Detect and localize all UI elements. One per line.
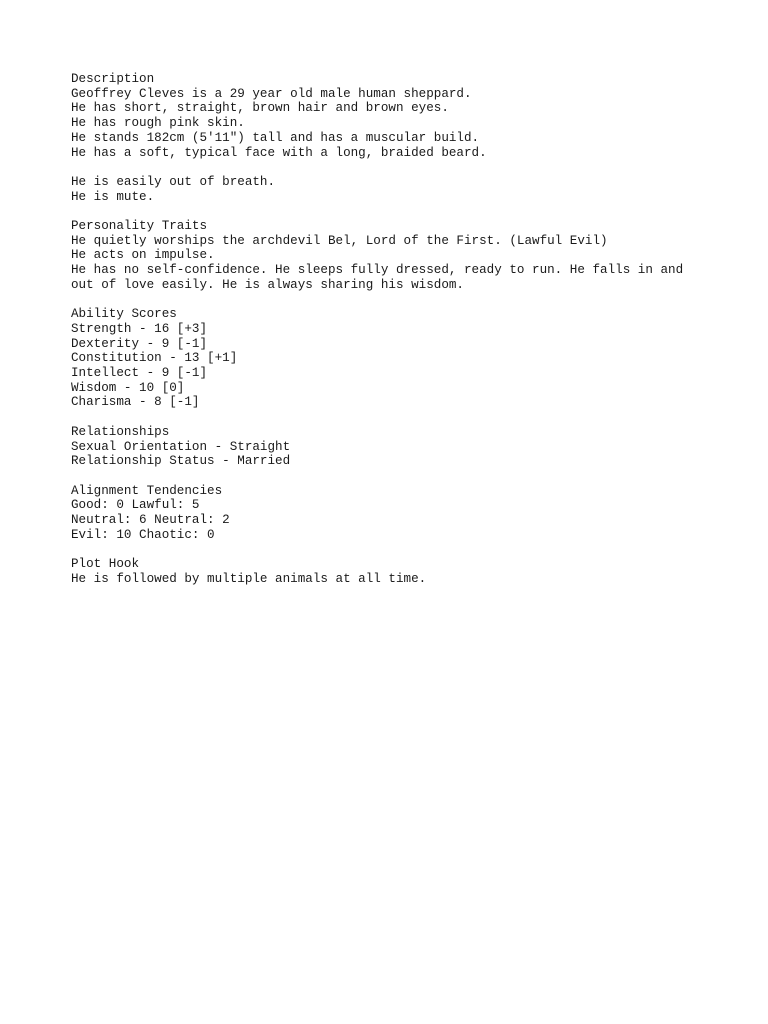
ability-score-charisma: Charisma - 8 [-1] (71, 395, 200, 410)
description-line: He has short, straight, brown hair and brown eyes. (71, 101, 449, 116)
alignment-row: Evil: 10 Chaotic: 0 (71, 527, 215, 542)
alignment-row: Neutral: 6 Neutral: 2 (71, 513, 230, 528)
description-section (71, 72, 711, 160)
condition-line: He is mute. (71, 189, 155, 204)
ability-scores-section (71, 307, 711, 410)
ability-score-strength: Strength - 16 [+3] (71, 321, 208, 336)
ability-score-dexterity: Dexterity - 9 [-1] (71, 336, 208, 351)
description-heading: Description (71, 72, 155, 86)
relationship-status: Relationship Status - Married (71, 454, 291, 469)
ability-score-wisdom: Wisdom - 10 [0] (71, 380, 185, 395)
ability-scores-heading: Ability Scores (71, 307, 177, 322)
personality-line: He acts on impulse. (71, 248, 215, 263)
personality-heading: Personality Traits (71, 219, 208, 233)
sexual-orientation: Sexual Orientation - Straight (71, 439, 291, 454)
personality-section (71, 219, 711, 293)
personality-line: He quietly worships the archdevil Bel, Lord of the First. (Lawful Evil) (71, 233, 608, 248)
description-line: He has a soft, typical face with a long, braided beard. (71, 145, 487, 160)
condition-line: He is easily out of breath. (71, 174, 276, 189)
plot-hook-line: He is followed by multiple animals at all time. (71, 571, 427, 586)
ability-score-constitution: Constitution - 13 [+1] (71, 351, 238, 366)
description-line: He has rough pink skin. (71, 116, 245, 131)
personality-line: He has no self-confidence. He sleeps fully dressed, ready to run. He falls in and out of love easily. He is always sharing his wisdom. (71, 263, 691, 292)
character-sheet (71, 72, 711, 601)
plot-hook-section (71, 557, 711, 586)
alignment-heading: Alignment Tendencies (71, 483, 223, 498)
description-line: He stands 182cm (5'11") tall and has a muscular build. (71, 130, 480, 145)
relationships-heading: Relationships (71, 424, 170, 439)
alignment-section (71, 484, 711, 543)
relationships-section (71, 425, 711, 469)
condition-section (71, 175, 711, 204)
alignment-row: Good: 0 Lawful: 5 (71, 498, 200, 513)
description-line: Geoffrey Cleves is a 29 year old male human sheppard. (71, 86, 472, 101)
ability-score-intellect: Intellect - 9 [-1] (71, 366, 208, 381)
plot-hook-heading: Plot Hook (71, 557, 140, 572)
